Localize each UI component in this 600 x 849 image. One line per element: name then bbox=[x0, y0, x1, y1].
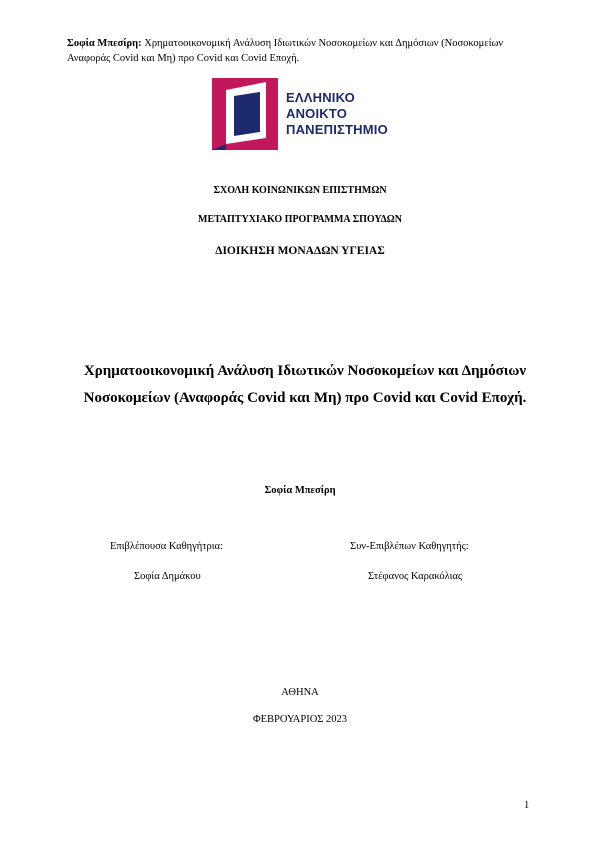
program-name: ΜΕΤΑΠΤΥΧΙΑΚΟ ΠΡΟΓΡΑΜΜΑ ΣΠΟΥΔΩΝ bbox=[198, 214, 402, 225]
supervisor-name: Σοφία Δημάκου bbox=[134, 571, 201, 582]
thesis-title: Χρηματοοικονομική Ανάλυση Ιδιωτικών Νοσοκομείων και Δημόσιων Νοσοκομείων (Αναφοράς Covid και Μη) προ Covid και Covid Εποχή. bbox=[83, 363, 527, 406]
logo-line-1: ΕΛΛΗΝΙΚΟ bbox=[286, 90, 355, 105]
page-number: 1 bbox=[524, 800, 530, 811]
logo-line-3: ΠΑΝΕΠΙΣΤΗΜΙΟ bbox=[286, 122, 388, 137]
header-author: Σοφία Μπεσίρη: bbox=[67, 38, 142, 49]
date: ΦΕΒΡΟΥΑΡΙΟΣ 2023 bbox=[252, 714, 348, 725]
header-title: Χρηματοοικονομική Ανάλυση Ιδιωτικών Νοσοκομείων και Δημόσιων (Νοσοκομείων Αναφοράς Covid και Μη) προ Covid και Covid Εποχή. bbox=[67, 38, 504, 64]
school-name: ΣΧΟΛΗ ΚΟΙΝΩΝΙΚΩΝ ΕΠΙΣΤΗΜΩΝ bbox=[213, 185, 387, 196]
logo-text bbox=[286, 90, 388, 138]
logo-line-2: ΑΝΟΙΚΤΟ bbox=[286, 106, 348, 121]
department-name: ΔΙΟΙΚΗΣΗ ΜΟΝΑΔΩΝ ΥΓΕΙΑΣ bbox=[215, 245, 385, 257]
co-supervisor-label: Συν-Επιβλέπων Καθηγητής: bbox=[350, 541, 469, 552]
running-header bbox=[67, 36, 537, 66]
city: ΑΘΗΝΑ bbox=[281, 687, 319, 698]
supervisor-label: Επιβλέπουσα Καθηγήτρια: bbox=[110, 541, 223, 552]
author-name: Σοφία Μπεσίρη bbox=[264, 485, 336, 496]
co-supervisor-name: Στέφανος Καρακόλιας bbox=[368, 571, 463, 582]
